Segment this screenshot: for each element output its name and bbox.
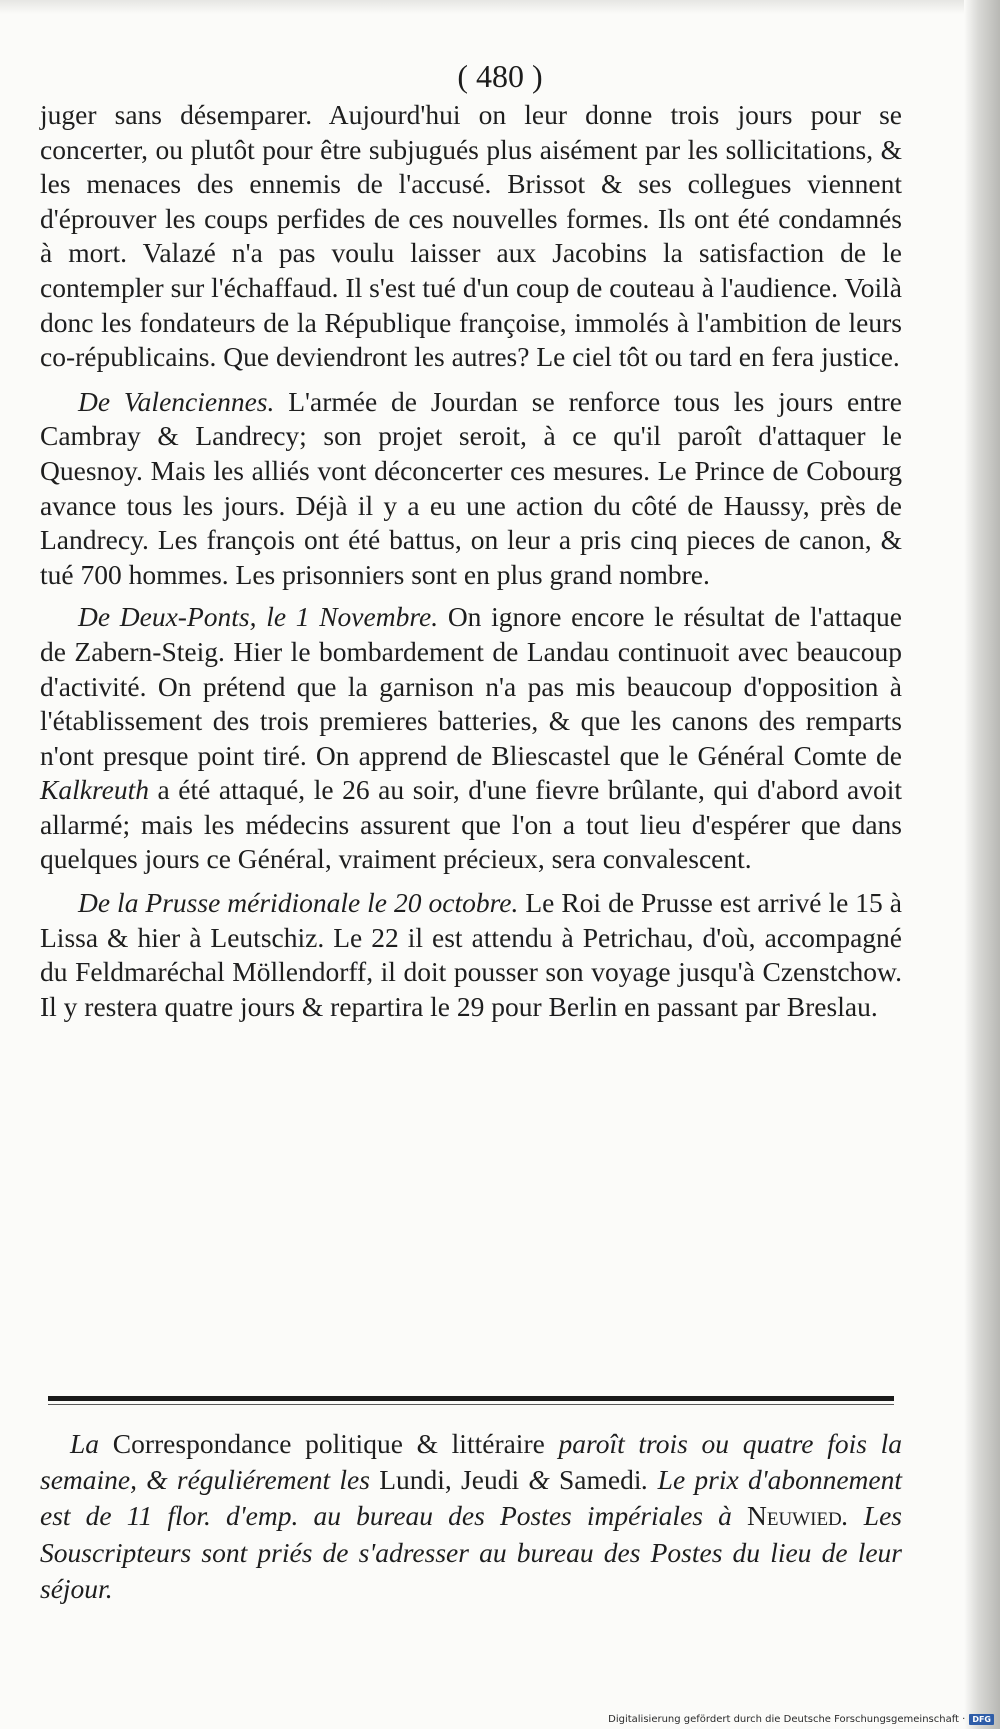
section-divider [48, 1396, 894, 1401]
subscription-notice [40, 1426, 902, 1607]
paragraph-text: On ignore encore le résultat de l'attaque de Zabern-Steig. Hier le bombardement de Landau continuoit avec beaucoup d'activité. On prétend que la garnison n'a pas mis beaucoup d'opposition à l'établissement des trois premieres batteries, & que les canons des remparts n'ont presque point tiré. On apprend de Bliescastel que le Général Comte de [40, 601, 902, 771]
weekday: Jeudi [461, 1464, 520, 1496]
notice-text: . Les Souscripteurs sont priés de s'adresser au bureau des Postes du lieu de leur séjour. [40, 1500, 902, 1604]
digitization-credit [608, 1714, 994, 1725]
notice-text: . Le prix d'abonnement est de 11 flor. d'emp. au bureau des Postes impériales à [40, 1464, 903, 1532]
notice-text: & [519, 1464, 560, 1496]
paragraph-brissot [40, 98, 902, 375]
paragraph-text: L'armée de Jourdan se renforce tous les jours entre Cambray & Landrecy; son projet seroit, à ce qu'il paroît d'attaquer le Quesnoy. Mais les alliés vont déconcerter ces mesures. Le Prince de Cobourg avance tous les jours. Déjà il y a eu une action du côté de Haussy, près de Landrecy. Les françois ont été battus, on leur a pris cinq pieces de canon, & tué 700 hommes. Les prisonniers sont en plus grand nombre. [40, 385, 902, 590]
dateline: De la Prusse méridionale le 20 octobre. [78, 887, 519, 919]
journal-title: Correspondance politique & littéraire [112, 1428, 559, 1459]
paragraph-text: a été attaqué, le 26 au soir, d'une fievre brûlante, qui d'abord avoit allarmé; mais les médecins assurent que l'on a tout lieu d'espérer que dans quelques jours ce Général, vraiment précieux, sera convalescent. [40, 774, 902, 875]
section-divider-thin [48, 1404, 894, 1405]
notice-text: , [444, 1464, 462, 1496]
paragraph-valenciennes [40, 385, 902, 593]
paragraph-text: Le Roi de Prusse est arrivé le 15 à Lissa & hier à Leutschiz. Le 22 il est attendu à Petrichau, d'où, accompagné du Feldmaréchal Möllendorff, il doit pousser son voyage jusqu'à Czenstchow. Il y restera quatre jours & repartira le 29 pour Berlin en passant par Breslau. [40, 887, 902, 1022]
article-body [40, 98, 902, 1024]
page-number: ( 480 ) [457, 58, 543, 94]
credit-text: Digitalisierung gefördert durch die Deutsche Forschungsgemeinschaft · [608, 1714, 966, 1725]
page-top-shadow [0, 0, 1000, 14]
place-name: Neuwied [747, 1500, 842, 1532]
dateline: De Deux-Ponts, le 1 Novembre. [78, 601, 439, 633]
paragraph-deux-ponts [40, 600, 902, 877]
dateline: De Valenciennes. [78, 385, 275, 417]
dfg-logo: DFG [969, 1714, 994, 1725]
weekday: Samedi [559, 1464, 642, 1496]
weekday: Lundi [379, 1464, 445, 1496]
notice-text: La [70, 1428, 113, 1459]
paragraph-text: juger sans désemparer. Aujourd'hui on leur donne trois jours pour se concerter, ou plutôt pour être subjugués plus aisément par les sollicitations, & les menaces des ennemis de l'accusé. Brissot & ses collegues viennent d'éprouver les coups perfides de ces nouvelles formes. Ils ont été condamnés à mort. Valazé n'a pas voulu laisser aux Jacobins la satisfaction de le contempler sur l'échaffaud. Il s'est tué d'un coup de couteau à l'audience. Voilà donc les fondateurs de la République françoise, immolés à l'ambition de leurs co-républicains. Que deviendront les autres? Le ciel tôt ou tard en fera justice. [40, 99, 902, 373]
page-right-shadow [964, 0, 1000, 1729]
person-name: Kalkreuth [40, 774, 149, 806]
paragraph-prusse [40, 886, 902, 1024]
notice-text: paroît trois ou quatre fois la semaine, & réguliérement les [40, 1428, 903, 1496]
